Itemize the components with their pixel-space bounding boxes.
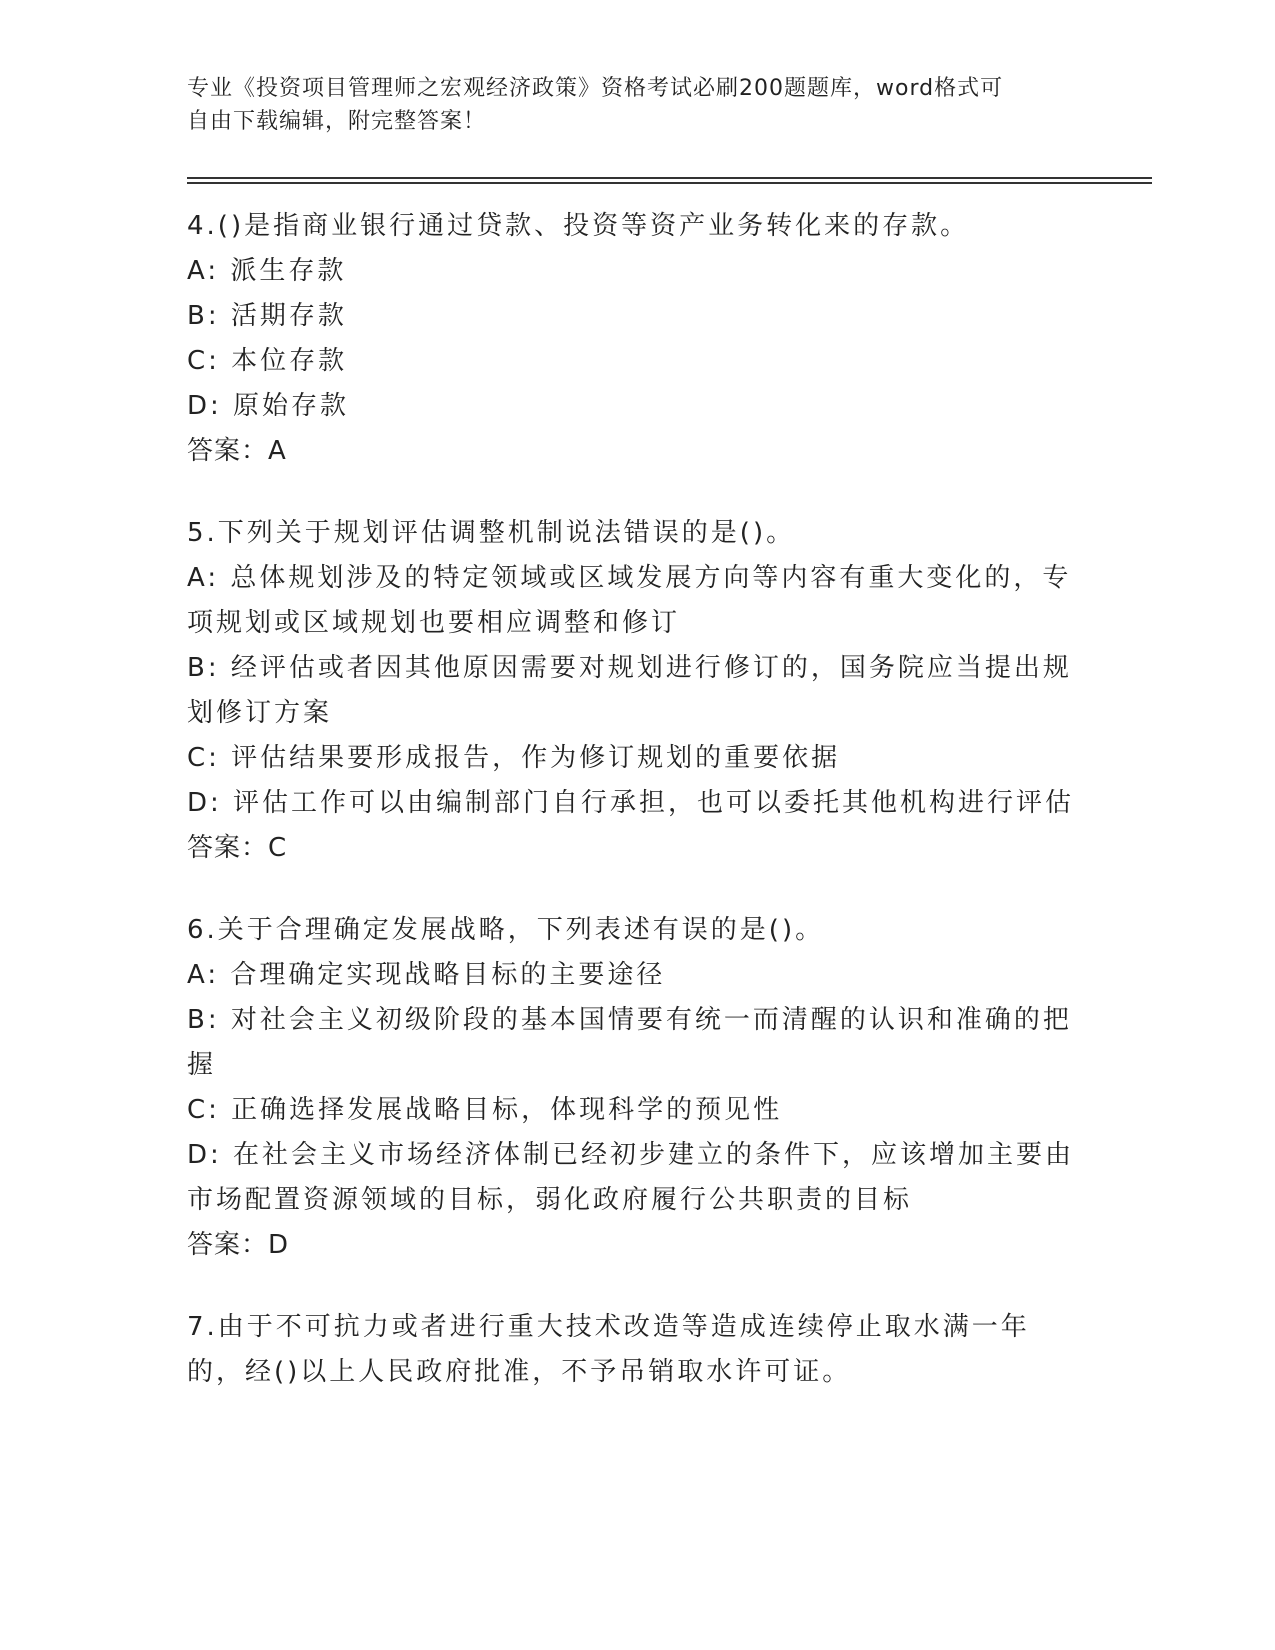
answer-line: 答案：D xyxy=(187,1230,290,1260)
header-title-line-1: 专业《投资项目管理师之宏观经济政策》资格考试必刷200题题库，word格式可 xyxy=(187,76,1004,101)
question-stem: 5.下列关于规划评估调整机制说法错误的是()。 xyxy=(187,518,796,548)
option-c: C: 本位存款 xyxy=(187,346,348,376)
question-5 xyxy=(187,511,1077,871)
option-c: C: 评估结果要形成报告，作为修订规划的重要依据 xyxy=(187,743,841,773)
option-d: D: 原始存款 xyxy=(187,391,350,421)
option-a: A: 总体规划涉及的特定领域或区域发展方向等内容有重大变化的，专项规划或区域规划也要相应调整和修订 xyxy=(187,563,1072,638)
question-list xyxy=(187,204,1077,1432)
option-b: B: 对社会主义初级阶段的基本国情要有统一而清醒的认识和准确的把握 xyxy=(187,1005,1072,1080)
option-b: B: 经评估或者因其他原因需要对规划进行修订的，国务院应当提出规划修订方案 xyxy=(187,653,1072,728)
document-header xyxy=(187,72,1087,138)
option-a: A: 合理确定实现战略目标的主要途径 xyxy=(187,960,666,990)
option-c: C: 正确选择发展战略目标，体现科学的预见性 xyxy=(187,1095,783,1125)
answer-line: 答案：C xyxy=(187,833,288,863)
answer-line: 答案：A xyxy=(187,436,287,466)
option-d: D: 在社会主义市场经济体制已经初步建立的条件下，应该增加主要由市场配置资源领域的目标，弱化政府履行公共职责的目标 xyxy=(187,1140,1075,1215)
question-6 xyxy=(187,908,1077,1268)
header-title-line-2: 自由下载编辑，附完整答案！ xyxy=(187,109,487,134)
question-stem: 4.()是指商业银行通过贷款、投资等资产业务转化来的存款。 xyxy=(187,211,970,241)
question-4 xyxy=(187,204,1077,474)
question-7 xyxy=(187,1305,1077,1395)
option-b: B: 活期存款 xyxy=(187,301,347,331)
header-divider-bottom xyxy=(187,182,1152,184)
header-divider-top xyxy=(187,177,1152,179)
question-stem: 6.关于合理确定发展战略，下列表述有误的是()。 xyxy=(187,915,825,945)
option-a: A: 派生存款 xyxy=(187,256,347,286)
question-stem: 7.由于不可抗力或者进行重大技术改造等造成连续停止取水满一年的，经()以上人民政府批准，不予吊销取水许可证。 xyxy=(187,1312,1030,1387)
option-d: D: 评估工作可以由编制部门自行承担，也可以委托其他机构进行评估 xyxy=(187,788,1075,818)
